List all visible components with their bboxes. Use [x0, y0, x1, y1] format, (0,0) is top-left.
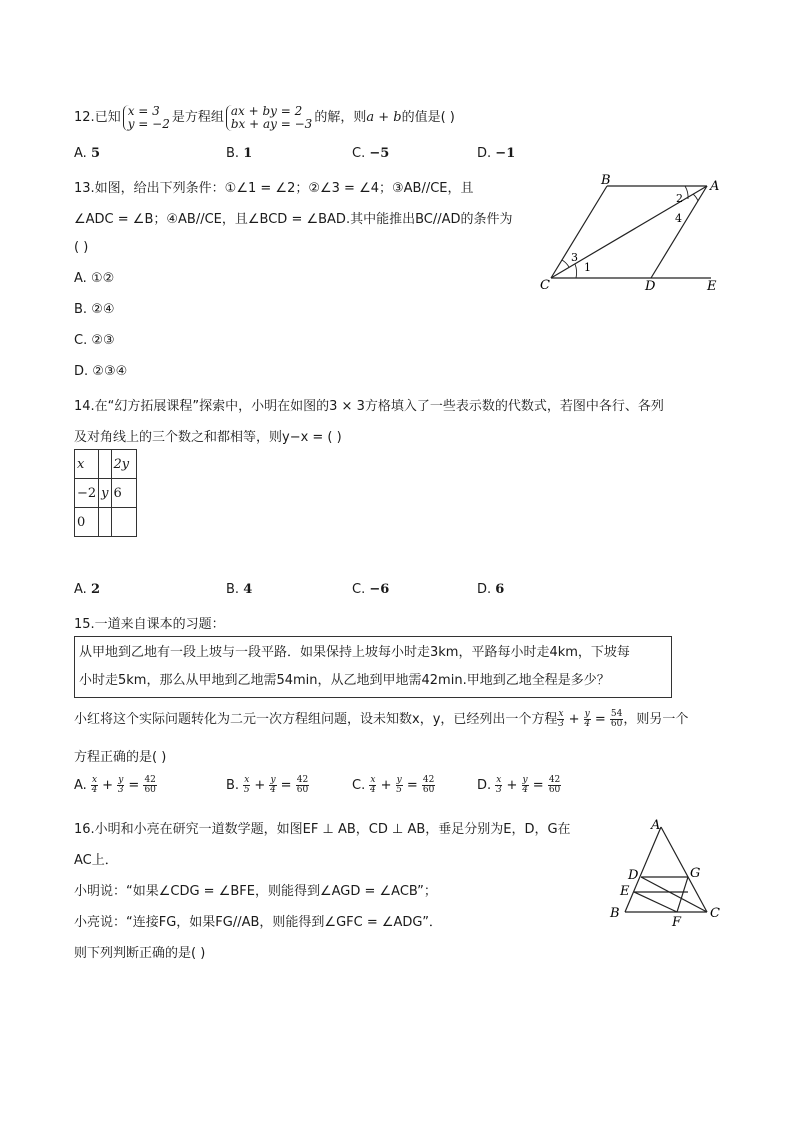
- fig13-label-3: 3: [571, 251, 578, 264]
- fig16-line-gf: [677, 877, 688, 912]
- magic-square-row: [75, 479, 137, 508]
- fig13-label-a: A: [710, 179, 720, 194]
- fig16-label-a: A: [651, 818, 661, 833]
- q13-line-2: ∠ADC = ∠B；④AB//CE，且∠BCD = ∠BAD.其中能推出BC//AD的条件为: [74, 212, 513, 227]
- q13-option-a[interactable]: A. ①②: [74, 271, 115, 286]
- q12-stem: 12.已知 x = 3 y = −2 是方程组 ax + by = 2 bx + ay = −3 的解，则a + b的值是( ): [74, 103, 455, 131]
- magic-square-cell: 6: [111, 479, 136, 508]
- q16-line-2: AC上．: [74, 853, 118, 868]
- q15-box-line-1: 从甲地到乙地有一段上坡与一段平路．如果保持上坡每小时走3km，平路每小时走4km，下坡每: [79, 645, 630, 660]
- magic-square-cell: x: [75, 450, 99, 479]
- fig16-label-f: F: [672, 915, 682, 930]
- fig13-line-bc: [551, 186, 607, 278]
- q13-option-b[interactable]: B. ②④: [74, 302, 115, 317]
- frac: $\frac{y}{4}$: [584, 709, 591, 729]
- fig13-label-b: B: [601, 173, 611, 188]
- q12-option-a[interactable]: A. 5: [74, 146, 100, 161]
- magic-square-cell: [111, 508, 136, 537]
- q12-option-b[interactable]: B. 1: [226, 146, 253, 161]
- q15-option-d[interactable]: D. $\frac{x}{3}$ + $\frac{y}{4}$ = $\frac{42}{60}$: [477, 775, 561, 795]
- fig16-label-d: D: [628, 868, 639, 883]
- q15-problem-box: [74, 636, 672, 698]
- q14-line-2: 及对角线上的三个数之和都相等，则y−x = ( ): [74, 430, 342, 445]
- q13-line-1: 13.如图，给出下列条件：①∠1 = ∠2；②∠3 = ∠4；③AB//CE，且: [74, 181, 474, 196]
- fig13-label-4: 4: [675, 212, 682, 225]
- q14-option-c[interactable]: C. −6: [352, 582, 390, 597]
- fig16-line-ef: [634, 892, 677, 912]
- q15-option-b[interactable]: B. $\frac{x}{5}$ + $\frac{y}{4}$ = $\frac{42}{60}$: [226, 775, 309, 795]
- fig16-label-g: G: [690, 866, 701, 881]
- fig13-line-ca: [551, 186, 707, 278]
- q16-triangle-figure: [604, 815, 724, 930]
- magic-square-cell: [99, 508, 111, 537]
- fig13-angle-4-arc: [693, 194, 698, 201]
- fig13-label-1: 1: [584, 261, 591, 274]
- q12-option-d[interactable]: D. −1: [477, 146, 516, 161]
- fig16-label-b: B: [610, 906, 620, 921]
- fig13-label-2: 2: [676, 192, 683, 205]
- magic-square-cell: −2: [75, 479, 99, 508]
- q15-option-a[interactable]: A. $\frac{x}{4}$ + $\frac{y}{3}$ = $\frac{42}{60}$: [74, 775, 156, 795]
- fig13-label-c: C: [540, 278, 550, 293]
- magic-square-cell: 2y: [111, 450, 136, 479]
- q12-option-c[interactable]: C. −5: [352, 146, 390, 161]
- q15-line-1: 15.一道来自课本的习题：: [74, 617, 225, 632]
- fig13-angle-3-arc: [562, 260, 569, 267]
- magic-square-row: [75, 508, 137, 537]
- q15-box-line-2: 小时走5km，那么从甲地到乙地需54min，从乙地到甲地需42min.甲地到乙地全程是多少？: [79, 673, 610, 688]
- fig13-label-e: E: [707, 279, 717, 294]
- magic-square-cell: 0: [75, 508, 99, 537]
- q12-system-1: x = 3 y = −2: [123, 105, 170, 131]
- q13-option-d[interactable]: D. ②③④: [74, 364, 128, 379]
- magic-square-cell: [99, 450, 111, 479]
- q13-line-3: ( ): [74, 240, 89, 255]
- fig16-label-e: E: [620, 884, 630, 899]
- q12-system-2: ax + by = 2 bx + ay = −3: [226, 105, 312, 131]
- q15-line-2: 小红将这个实际问题转化为二元一次方程组问题，设未知数x，y，已经列出一个方程 $\frac{x}{3}$ + $\frac{y}{4}$ = $\frac{54}{60}$ ，则另一个: [74, 709, 689, 729]
- q16-line-1: 16.小明和小亮在研究一道数学题，如图EF ⊥ AB，CD ⊥ AB，垂足分别为E，D，G在: [74, 822, 571, 837]
- q14-option-a[interactable]: A. 2: [74, 582, 100, 597]
- fig13-angle-1-arc: [575, 264, 577, 278]
- q14-line-1: 14.在“幻方拓展课程”探索中，小明在如图的3 × 3方格填入了一些表示数的代数式，若图中各行、各列: [74, 399, 664, 414]
- q14-magic-square: [74, 449, 137, 537]
- q14-option-b[interactable]: B. 4: [226, 582, 253, 597]
- q16-line-4: 小亮说：“连接FG，如果FG//AB，则能得到∠GFC = ∠ADG”．: [74, 915, 442, 930]
- q14-option-d[interactable]: D. 6: [477, 582, 505, 597]
- frac: $\frac{x}{3}$: [558, 709, 564, 729]
- q15-line-3: 方程正确的是( ): [74, 750, 167, 765]
- q13-parallelogram-figure: [535, 172, 730, 294]
- fig13-label-d: D: [645, 279, 656, 294]
- q13-option-c[interactable]: C. ②③: [74, 333, 115, 348]
- magic-square-cell: y: [99, 479, 111, 508]
- q16-line-3: 小明说：“如果∠CDG = ∠BFE，则能得到∠AGD = ∠ACB”；: [74, 884, 437, 899]
- q15-option-c[interactable]: C. $\frac{x}{4}$ + $\frac{y}{5}$ = $\frac{42}{60}$: [352, 775, 435, 795]
- magic-square-row: [75, 450, 137, 479]
- q16-line-5: 则下列判断正确的是( ): [74, 946, 206, 961]
- frac: $\frac{54}{60}$: [610, 709, 623, 729]
- fig16-label-c: C: [710, 906, 720, 921]
